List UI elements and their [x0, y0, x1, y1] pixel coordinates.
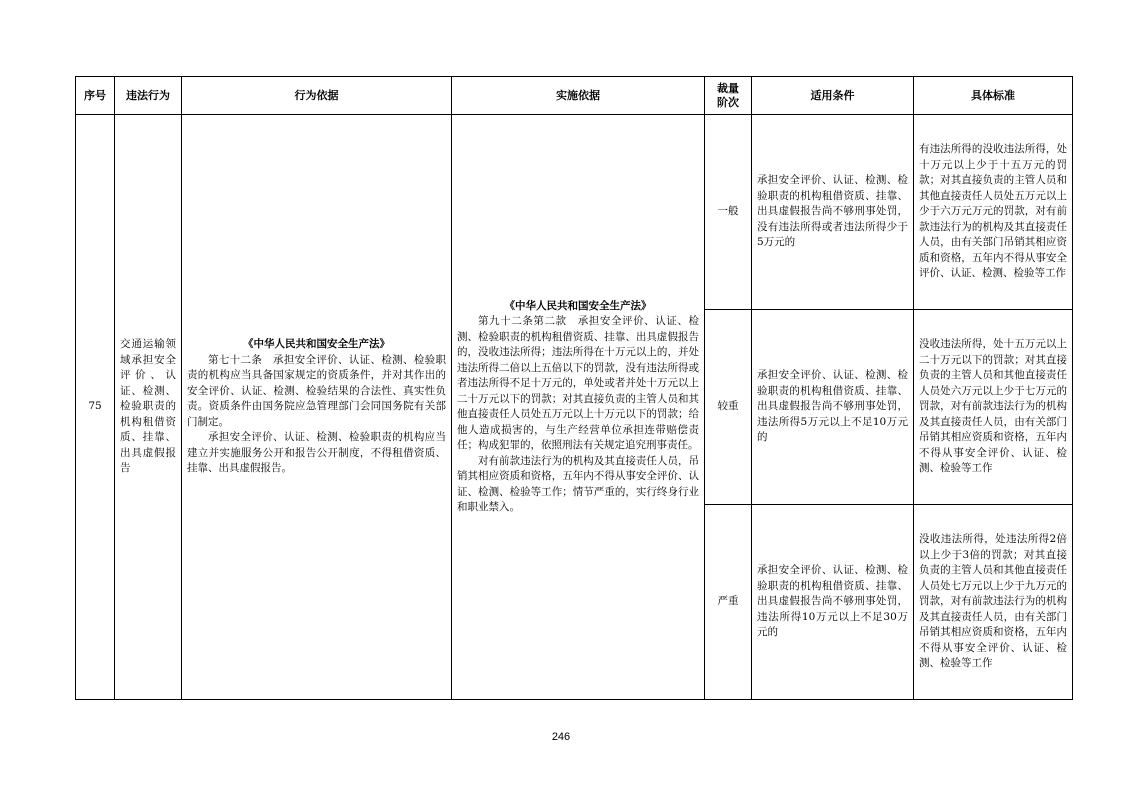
basis-law-title: 《中华人民共和国安全生产法》 [243, 338, 390, 351]
basis-cell [182, 115, 452, 700]
table-row [76, 115, 1073, 310]
condition-cell-serious: 承担安全评价、认证、检测、检验职责的机构租借资质、挂靠、出具虚假报告尚不够刑事处罚，违法所得5万元以上不足10万元的 [752, 310, 914, 505]
header-seq: 序号 [76, 77, 115, 115]
header-implementation: 实施依据 [452, 77, 705, 115]
implementation-paragraph: 第九十二条第二款 承担安全评价、认证、检测、检验职责的机构租借资质、挂靠、出具虚假报告的，没收违法所得；违法所得在十万元以上的，并处违法所得二倍以上五倍以下的罚款，没有违法所得或者违法所得不足十万元的，单处或者并处十万元以上二十万元以下的罚款；对其直接负责的主管人员和其他直接责任人员处五万元以上十万元以下的罚款；给他人造成损害的，与生产经营单位承担连带赔偿责任；构成犯罪的，依照刑法有关规定追究刑事责任。 [457, 315, 699, 451]
page-number: 246 [551, 731, 571, 743]
level-cell-serious: 较重 [705, 310, 752, 505]
table-header-row [76, 77, 1073, 115]
level-cell-severe: 严重 [705, 505, 752, 700]
level-cell-general: 一般 [705, 115, 752, 310]
standard-cell-general: 有违法所得的没收违法所得，处十万元以上少于十五万元的罚款；对其直接负责的主管人员和其他直接责任人员处五万元以上少于六万元万元的罚款，对有前款违法行为的机构及其直接责任人员，由有关部门吊销其相应资质和资格，五年内不得从事安全评价、认证、检测、检验等工作 [914, 115, 1073, 310]
standard-cell-serious: 没收违法所得，处十五万元以上二十万元以下的罚款；对其直接负责的主管人员和其他直接责任人员处六万元以上少于七万元的罚款，对有前款违法行为的机构及其直接责任人员，由有关部门吊销其相应资质和资格，五年内不得从事安全评价、认证、检测、检验等工作 [914, 310, 1073, 505]
header-condition: 适用条件 [752, 77, 914, 115]
implementation-cell [452, 115, 705, 700]
standard-cell-severe: 没收违法所得，处违法所得2倍以上少于3倍的罚款；对其直接负责的主管人员和其他直接责任人员处七万元以上少于九万元的罚款，对有前款违法行为的机构及其直接责任人员，由有关部门吊销其相应资质和资格，五年内不得从事安全评价、认证、检测、检验等工作 [914, 505, 1073, 700]
implementation-paragraph: 对有前款违法行为的机构及其直接责任人员，吊销其相应资质和资格，五年内不得从事安全评价、认证、检测、检验等工作；情节严重的，实行终身行业和职业禁入。 [457, 454, 699, 513]
seq-cell: 75 [76, 115, 115, 700]
penalty-standard-table [75, 76, 1073, 700]
header-basis: 行为依据 [182, 77, 452, 115]
basis-paragraph: 承担安全评价、认证、检测、检验职责的机构应当建立并实施服务公开和报告公开制度，不得租借资质、挂靠、出具虚假报告。 [187, 431, 446, 475]
violation-cell: 交通运输领域承担安全评价、认证、检测、检验职责的机构租借资质、挂靠、出具虚假报告 [115, 115, 182, 700]
header-standard: 具体标准 [914, 77, 1073, 115]
header-violation: 违法行为 [115, 77, 182, 115]
condition-cell-severe: 承担安全评价、认证、检测、检验职责的机构租借资质、挂靠、出具虚假报告尚不够刑事处罚，违法所得10万元以上不足30万元的 [752, 505, 914, 700]
basis-paragraph: 第七十二条 承担安全评价、认证、检测、检验职责的机构应当具备国家规定的资质条件，并对其作出的安全评价、认证、检测、检验结果的合法性、真实性负责。资质条件由国务院应急管理部门会同国务院有关部门制定。 [187, 353, 446, 428]
implementation-law-title: 《中华人民共和国安全生产法》 [504, 299, 652, 312]
header-level: 裁量阶次 [705, 77, 752, 115]
condition-cell-general: 承担安全评价、认证、检测、检验职责的机构租借资质、挂靠、出具虚假报告尚不够刑事处罚，没有违法所得或者违法所得少于5万元的 [752, 115, 914, 310]
